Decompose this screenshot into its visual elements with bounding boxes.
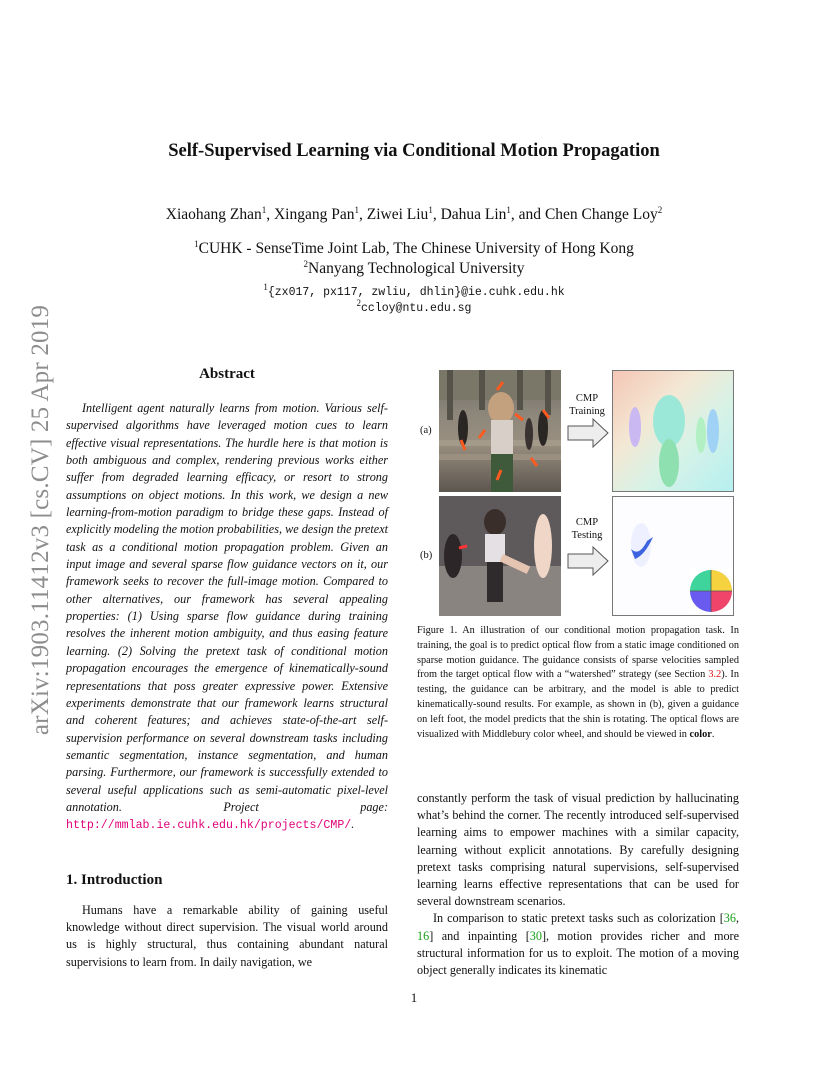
dance-photo-b-illustration	[439, 496, 561, 616]
author-list	[0, 206, 828, 224]
email-line-1	[0, 282, 828, 299]
abstract-heading: Abstract	[199, 366, 255, 382]
affiliation-text: Nanyang Technological University	[308, 260, 525, 277]
author-name: Dahua Lin	[440, 206, 507, 223]
cmp-training-label	[559, 392, 615, 418]
citation-link[interactable]: 30	[529, 928, 542, 943]
abstract-body	[66, 400, 388, 835]
optical-flow-visualization	[613, 371, 733, 491]
author-name: Xingang Pan	[273, 206, 355, 223]
optical-flow-visualization	[613, 497, 733, 615]
figure-1	[417, 368, 739, 618]
citation-link[interactable]: 36	[723, 911, 736, 926]
citation-sep: ,	[735, 911, 739, 926]
section-ref-link[interactable]: 3.2	[708, 669, 722, 681]
figure-label-b: (b)	[420, 550, 433, 561]
page-number: 1	[410, 990, 418, 1005]
affil-mark: 1	[263, 282, 268, 293]
abstract-tail: .	[351, 817, 355, 832]
author-affil-mark: 1	[261, 204, 267, 215]
cmp-training-line-2: Training	[569, 406, 605, 417]
author-sep: ,	[432, 206, 441, 223]
figure-label-a: (a)	[420, 425, 432, 436]
caption-text: .	[711, 728, 715, 740]
author-affil-mark: 2	[657, 204, 663, 215]
paragraph	[417, 910, 739, 979]
dance-photo-a-illustration	[439, 370, 561, 492]
email-text: ccloy@ntu.edu.sg	[361, 302, 472, 315]
affil-mark: 1	[194, 238, 199, 249]
author-sep: ,	[359, 206, 367, 223]
affiliation-2	[0, 260, 828, 278]
section-heading-introduction: 1. Introduction	[66, 872, 163, 888]
introduction-paragraph	[66, 902, 388, 971]
citation-link[interactable]: 16	[417, 928, 430, 943]
affil-mark: 2	[356, 298, 362, 309]
author-affil-mark: 1	[506, 204, 511, 215]
author-sep: , and	[510, 206, 545, 223]
author-affil-mark: 1	[428, 204, 433, 215]
optical-flow-training-output	[612, 370, 734, 492]
affil-mark: 2	[303, 258, 309, 269]
author-name: Ziwei Liu	[366, 206, 429, 223]
cmp-testing-label	[559, 516, 615, 542]
right-column-body	[417, 790, 739, 979]
optical-flow-testing-output	[612, 496, 734, 616]
paragraph-text: In comparison to static pretext tasks such as colorization [	[433, 911, 724, 926]
introduction-text: Humans have a remarkable ability of gaining useful knowledge without direct supervision. The visual world around us is highly structural, thus containing abundant natural supervisions to learn from. In daily navigation, we	[66, 903, 388, 969]
author-name: Chen Change Loy	[544, 206, 658, 223]
caption-bold-word: color	[689, 728, 712, 740]
paper-title: Self-Supervised Learning via Conditional Motion Propagation	[168, 141, 660, 161]
color-wheel-icon	[689, 569, 733, 613]
author-sep: ,	[266, 206, 274, 223]
cmp-testing-line-1: CMP	[575, 517, 599, 528]
dance-photo-b	[439, 496, 561, 616]
figure-1-caption	[417, 624, 739, 742]
paragraph-text: ], motion provides richer and more structural information for us to exploit. The motion of a moving object generally indicates its kinematic	[417, 928, 740, 978]
affiliation-text: CUHK - SenseTime Joint Lab, The Chinese University of Hong Kong	[198, 240, 634, 257]
caption-text: Figure 1. An illustration of our conditional motion propagation task. In training, the goal is to predict optical flow from a static image conditioned on sparse motion guidance. The guidance consists of sparse velocities sampled from the target optical flow with a “watershed” strategy (see Section	[417, 625, 739, 681]
dance-photo-a	[439, 370, 561, 492]
email-text: {zx017, px117, zwliu, dhlin}@ie.cuhk.edu.hk	[267, 286, 565, 299]
cmp-training-line-1: CMP	[575, 393, 599, 404]
paragraph: constantly perform the task of visual prediction by hallucinating what’s behind the corner. The recently introduced self-supervised learning aims to empower machines with a similar capacity, learning without explicit annotations. By carefully designing pretext tasks comprising natural supervisions, self-supervised learning learns effective representations that can be used for several downstream scenarios.	[417, 791, 739, 909]
cmp-testing-line-2: Testing	[571, 530, 603, 541]
email-line-2	[0, 298, 828, 315]
project-page-link[interactable]: http://mmlab.ie.cuhk.edu.hk/projects/CMP/	[66, 819, 352, 833]
affiliation-1	[0, 240, 828, 258]
arxiv-stamp: arXiv:1903.11412v3 [cs.CV] 25 Apr 2019	[27, 304, 54, 736]
caption-text: ). In testing, the guidance can be arbitrary, and the model is able to predict kinematically-sound results. For example, as shown in (b), given a guidance on left foot, the model predicts that the shin is rotating. The optical flows are visualized with Middlebury color wheel, and should be viewed in	[417, 669, 740, 740]
arrow-right-icon	[567, 546, 609, 576]
abstract-paragraph: Intelligent agent naturally learns from motion. Various self-supervised algorithms have leveraged motion cues to learn effective visual representations. The hurdle here is that motion is both ambiguous and complex, rendering previous works either suffer from degraded learning efficacy, or resort to strong assumptions on object motions. In this work, we design a new learning-from-motion paradigm to bridge these gaps. Instead of explicitly modeling the motion probabilities, we design the pretext task as a conditional motion propagation problem. Given an input image and several sparse flow guidance vectors on it, our framework seeks to recover the full-image motion. Compared to other alternatives, our framework has several appealing properties: (1) Using sparse flow guidance during training resolves the inherent motion ambiguity, and thus easing feature learning. (2) Solving the pretext task of conditional motion propagation encourages the emergence of kinematically-sound representations that poss greater expressive power. Extensive experiments demonstrate that our framework learns structural and coherent features; and achieves state-of-the-art self-supervision performance on several downstream tasks including semantic segmentation, instance segmentation, and human parsing. Furthermore, our framework is successfully extended to several useful applications such as semi-automatic pixel-level annotation. Project page:	[66, 401, 388, 814]
arrow-right-icon	[567, 418, 609, 448]
author-name: Xiaohang Zhan	[165, 206, 262, 223]
author-affil-mark: 1	[354, 204, 359, 215]
paragraph-text: ] and inpainting [	[429, 928, 530, 943]
